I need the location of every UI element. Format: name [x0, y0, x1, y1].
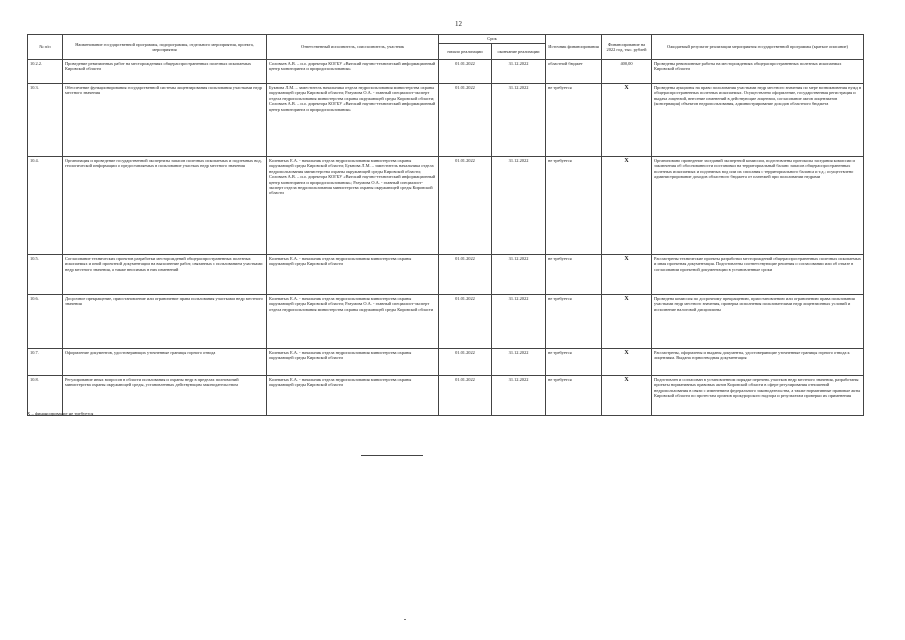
- cell-result: Проведена комиссия по досрочному прекращению, приостановлению или ограничению права пользования участками недр местного значения, проверка исполнения пользователями недр лицензионных условий и исполнение налоговой дисциплины: [652, 295, 864, 349]
- cell-result: Проведены аукционы на право пользования участками недр местного значения по мере возникновения нужд в общераспространенных полезных ископаемых. Осуществлено оформление, государственная регистрация и выдача лицензий, внесение изменений в действующие лицензии, согласование актов лицензиатов (консервация) объектов недропользования, администрирование доходов областного бюджета: [652, 84, 864, 157]
- cell-end: 31.12.2022: [492, 295, 546, 349]
- cell-end: 31.12.2022: [492, 84, 546, 157]
- separator-line: [361, 455, 423, 456]
- cell-source: не требуется: [546, 376, 602, 416]
- cell-fin: X: [602, 84, 652, 157]
- cell-num: 10.6.: [28, 295, 63, 349]
- cell-fin: X: [602, 349, 652, 376]
- cell-num: 10.5.: [28, 255, 63, 295]
- cell-num: 10.3.: [28, 84, 63, 157]
- cell-source: не требуется: [546, 84, 602, 157]
- table-row: [28, 376, 864, 416]
- table-row: [28, 84, 864, 157]
- cell-start: 01.01.2022: [439, 60, 492, 84]
- header-end: окончание реализации: [492, 44, 546, 60]
- cell-exec: Колеватых Е.А. - начальник отдела недропользования министерства охраны окружающей среды Кировской области; Букнова Л.М. – заместитель начальника отдела недропользования министерства охраны окружающей среды Кировской области; Соловьев А.В. – и.о. директора КОГБУ «Вятский научно-технический информационный центр мониторинга и природопользования»; Разумова О.А. - главный специалист-эксперт отдела недропользования министерства охраны окружающей среды Кировской области: [267, 157, 439, 255]
- cell-fin: 400,00: [602, 60, 652, 84]
- cell-num: 10.2.2.: [28, 60, 63, 84]
- cell-fin: X: [602, 295, 652, 349]
- cell-name: Проведение ревизионных работ на месторождениях общераспространенных полезных ископаемых Кировской области: [63, 60, 267, 84]
- cell-start: 01.01.2022: [439, 376, 492, 416]
- header-num: № п/п: [28, 35, 63, 60]
- cell-exec: Колеватых Е.А. - начальник отдела недропользования министерства охраны окружающей среды Кировской области: [267, 349, 439, 376]
- cell-result: Подготовлен и согласован в установленном порядке перечень участков недр местного значения, разработаны проекты нормативных правовых актов Кировской области в сфере регулирования отношений недропользования в связи с изменением федерального законодательства, а также нормативные правовые акты Кировской области по протестам органов прокурорского надзора и результатам проверки их применения: [652, 376, 864, 416]
- header-name: Наименование государственной программы, подпрограммы, отдельного мероприятия, проекта, мероприятия: [63, 35, 267, 60]
- table-row: [28, 60, 864, 84]
- cell-result: Рассмотрены, оформлены и выданы документы, удостоверяющие уточненные границы горного отвода к лицензиям. Выдана горноотводная документация: [652, 349, 864, 376]
- table-row: [28, 349, 864, 376]
- cell-exec: Колеватых Е.А. - начальник отдела недропользования министерства охраны окружающей среды Кировской области: [267, 376, 439, 416]
- cell-start: 01.01.2022: [439, 255, 492, 295]
- header-start: начало реализации: [439, 44, 492, 60]
- page-number: 12: [455, 20, 462, 28]
- cell-end: 31.12.2022: [492, 349, 546, 376]
- cell-exec: Соловьев А.В. – и.о. директора КОГБУ «Вятский научно-технический информационный центр мониторинга и природопользования»: [267, 60, 439, 84]
- scan-speck: [404, 619, 406, 620]
- header-exec: Ответственный исполнитель, соисполнитель, участник: [267, 35, 439, 60]
- header-fin: Финансирование на 2022 год, тыс. рублей: [602, 35, 652, 60]
- header-result: Ожидаемый результат реализации мероприятия государственной программы (краткое описание): [652, 35, 864, 60]
- cell-fin: X: [602, 157, 652, 255]
- cell-start: 01.01.2022: [439, 157, 492, 255]
- footnote: X – финансирование не требуется: [27, 411, 94, 416]
- cell-fin: X: [602, 255, 652, 295]
- cell-source: не требуется: [546, 295, 602, 349]
- table-row: [28, 157, 864, 255]
- cell-name: Согласование технических проектов разработки месторождений общераспространенных полезных ископаемых и иной проектной документации на выполнение работ, связанных с пользованием участками недр местного значения, а также вносимых в них изменений: [63, 255, 267, 295]
- cell-name: Организация и проведение государственной экспертизы запасов полезных ископаемых и подземных вод, геологической информации о предоставляемых в пользование участках недр местного значения: [63, 157, 267, 255]
- cell-exec: Букнова Л.М. – заместитель начальника отдела недропользования министерства охраны окружающей среды Кировской области; Разумова О.А. - главный специалист-эксперт отдела недропользования министерства охраны окружающей среды Кировской области; Соловьев А.В. – и.о. директора КОГБУ «Вятский научно-технический информационный центр мониторинга и природопользования»: [267, 84, 439, 157]
- program-table: [27, 34, 864, 416]
- cell-end: 31.12.2022: [492, 255, 546, 295]
- cell-result: Рассмотрены технические проекты разработки месторождений общераспространенных полезных ископаемых и иная проектная документация. Подготовлены соответствующие решения о согласовании или об отказе в согласовании проектной документации в установленные сроки: [652, 255, 864, 295]
- cell-source: не требуется: [546, 157, 602, 255]
- header-source: Источник финансирования: [546, 35, 602, 60]
- cell-end: 31.12.2022: [492, 157, 546, 255]
- cell-exec: Колеватых Е.А. - начальник отдела недропользования министерства охраны окружающей среды Кировской области: [267, 255, 439, 295]
- cell-source: не требуется: [546, 255, 602, 295]
- cell-source: не требуется: [546, 349, 602, 376]
- cell-name: Регулирование иных вопросов в области пользования и охраны недр в пределах полномочий министерства охраны окружающей среды, установленных действующим законодательством: [63, 376, 267, 416]
- cell-start: 01.01.2022: [439, 84, 492, 157]
- cell-fin: X: [602, 376, 652, 416]
- cell-name: Оформление документов, удостоверяющих уточненные границы горного отвода: [63, 349, 267, 376]
- cell-name: Досрочное прекращение, приостановление или ограничение права пользования участками недр местного значения: [63, 295, 267, 349]
- cell-num: 10.4.: [28, 157, 63, 255]
- cell-name: Обеспечение функционирования государственной системы лицензирования пользования участками недр местного значения: [63, 84, 267, 157]
- cell-start: 01.01.2022: [439, 349, 492, 376]
- table-row: [28, 255, 864, 295]
- cell-num: 10.7.: [28, 349, 63, 376]
- cell-num: 10.8.: [28, 376, 63, 416]
- cell-start: 01.01.2022: [439, 295, 492, 349]
- cell-end: 31.12.2022: [492, 376, 546, 416]
- header-term: Срок: [439, 35, 546, 44]
- cell-result: Проведены ревизионные работы на месторождениях общераспространенных полезных ископаемых Кировской области: [652, 60, 864, 84]
- cell-exec: Колеватых Е.А. - начальник отдела недропользования министерства охраны окружающей среды Кировской области; Разумова О.А. - главный специалист-эксперт отдела недропользования министерства охраны окружающей среды Кировской области: [267, 295, 439, 349]
- table-row: [28, 295, 864, 349]
- cell-source: областной бюджет: [546, 60, 602, 84]
- cell-result: Организовано проведение заседаний экспертной комиссии, подготовлены протоколы заседания комиссии и заключения об обоснованности постановки на территориальный баланс запасов общераспространенных полезных ископаемых и подземных вод или их списания с территориального баланса и т.д.; осуществлено администрирование доходов областного бюджета от платежей при пользовании недрами: [652, 157, 864, 255]
- cell-end: 31.12.2022: [492, 60, 546, 84]
